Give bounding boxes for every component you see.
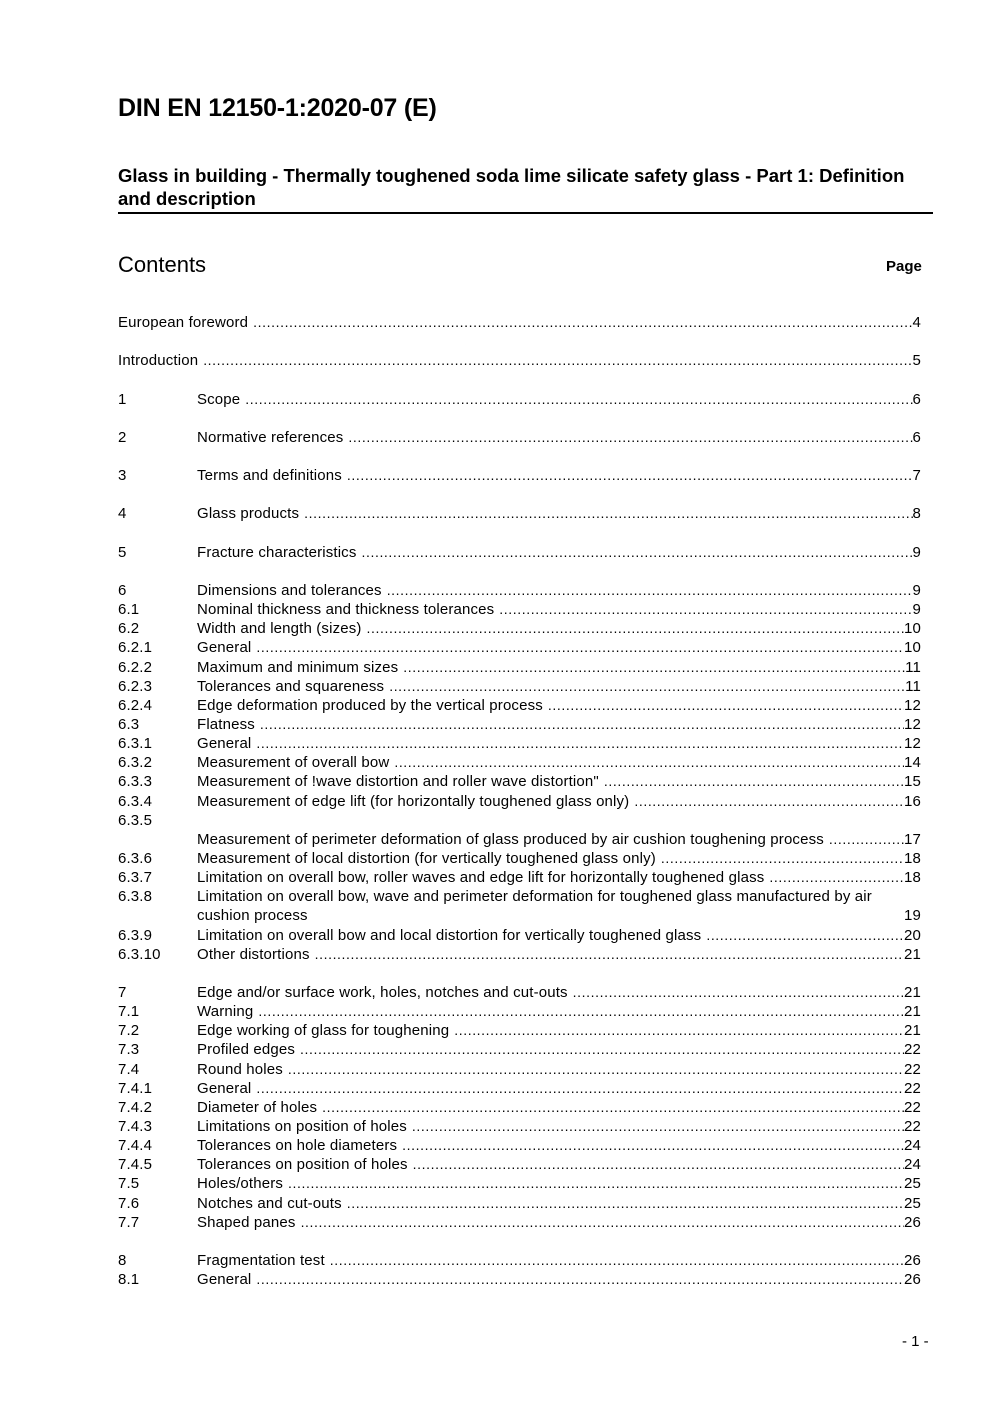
toc-entry-page: 18	[904, 849, 921, 867]
toc-entry[interactable]	[118, 792, 921, 811]
toc-entry-number: 7.6	[118, 1194, 140, 1212]
dot-leader	[301, 1213, 904, 1232]
toc-entry-number: 7.4.3	[118, 1117, 153, 1135]
toc-entry-title: Normative references	[197, 428, 344, 446]
toc-entry-title: Fracture characteristics	[197, 543, 357, 561]
toc-entry-number: 6.3.1	[118, 735, 153, 753]
toc-entry-page: 15	[904, 773, 921, 791]
toc-entry[interactable]	[118, 1098, 921, 1117]
toc-entry[interactable]	[118, 658, 921, 677]
toc-entry-body	[118, 351, 921, 370]
toc-entry-body	[197, 658, 921, 677]
toc-entry-page: 18	[904, 869, 921, 887]
toc-entry[interactable]	[118, 504, 921, 523]
toc-entry-body	[197, 753, 921, 772]
toc-entry-page: 17	[904, 830, 921, 848]
toc-entry-title: General	[197, 735, 252, 753]
toc-entry-page: 6	[912, 390, 921, 408]
dot-leader	[260, 715, 904, 734]
toc-entry[interactable]	[118, 600, 921, 619]
toc-entry-body	[197, 543, 921, 562]
toc-entry-number: 6.3.2	[118, 754, 153, 772]
toc-entry-body	[197, 1021, 921, 1040]
toc-entry-number: 7.4.5	[118, 1156, 153, 1174]
toc-entry-page: 25	[904, 1194, 921, 1212]
toc-entry-number: 6.3.10	[118, 945, 161, 963]
toc-entry-title: Shaped panes	[197, 1213, 296, 1231]
toc-entry-body	[197, 1213, 921, 1232]
toc-entry-page: 19	[904, 907, 921, 925]
toc-entry[interactable]	[118, 753, 921, 772]
toc-entry-title: Tolerances on hole diameters	[197, 1137, 398, 1155]
toc-entry[interactable]	[118, 1040, 921, 1059]
toc-entry-page: 21	[904, 983, 921, 1001]
toc-entry-title: Measurement of local distortion (for vertically toughened glass only)	[197, 849, 656, 867]
toc-entry-number: 6.2.4	[118, 696, 153, 714]
toc-entry-number: 7.4.1	[118, 1079, 153, 1097]
toc-entry-page: 22	[904, 1041, 921, 1059]
toc-entry-body	[197, 1117, 921, 1136]
toc-entry-title: General	[197, 1271, 252, 1289]
toc-entry-page: 10	[904, 639, 921, 657]
toc-entry-number: 7.2	[118, 1022, 140, 1040]
toc-entry-title: General	[197, 639, 252, 657]
toc-entry-body	[197, 600, 921, 619]
toc-entry[interactable]	[118, 1155, 921, 1174]
dot-leader	[347, 466, 913, 485]
toc-entry-body	[197, 466, 921, 485]
toc-entry-number: 6.3.6	[118, 849, 153, 867]
toc-entry-title: Limitation on overall bow, wave and perimeter deformation for toughened glass manufactured by air cushion process	[197, 888, 872, 925]
toc-entry-title: Measurement of overall bow	[197, 754, 390, 772]
dot-leader	[454, 1021, 904, 1040]
toc-entry-title: Profiled edges	[197, 1041, 295, 1059]
dot-leader	[253, 313, 912, 332]
page-column-label: Page	[886, 258, 922, 275]
toc-entry-number: 2	[118, 428, 127, 446]
toc-entry-page: 7	[912, 467, 921, 485]
toc-entry-body	[197, 428, 921, 447]
toc-entry-body	[118, 313, 921, 332]
toc-entry-title: Limitation on overall bow, roller waves and edge lift for horizontally toughened glass	[197, 869, 765, 887]
dot-leader	[300, 1040, 904, 1059]
toc-entry-page: 11	[905, 658, 921, 676]
dot-leader	[389, 677, 905, 696]
toc-entry[interactable]	[118, 811, 921, 849]
document-title: DIN EN 12150-1:2020-07 (E)	[118, 94, 437, 122]
toc-entry-title: Edge working of glass for toughening	[197, 1022, 450, 1040]
toc-entry-title: Introduction	[118, 352, 199, 370]
dot-leader	[322, 1098, 904, 1117]
toc-entry-body	[197, 887, 921, 925]
dot-leader	[387, 581, 913, 600]
toc-entry[interactable]	[118, 1251, 921, 1270]
toc-entry-body	[197, 1136, 921, 1155]
toc-entry-page: 14	[904, 754, 921, 772]
toc-entry-page: 22	[904, 1060, 921, 1078]
toc-entry-body	[197, 1174, 921, 1193]
toc-entry-page: 22	[904, 1079, 921, 1097]
toc-entry[interactable]	[118, 868, 921, 887]
toc-entry-body	[197, 1002, 921, 1021]
toc-entry-title: Limitations on position of holes	[197, 1117, 407, 1135]
toc-entry-title: Edge deformation produced by the vertical process	[197, 696, 543, 714]
dot-leader	[402, 1136, 904, 1155]
dot-leader	[256, 638, 904, 657]
toc-entry-title: Tolerances and squareness	[197, 677, 385, 695]
toc-entry-number: 1	[118, 390, 127, 408]
toc-entry-body	[197, 715, 921, 734]
dot-leader	[499, 600, 912, 619]
toc-entry-page: 11	[905, 677, 921, 695]
toc-entry[interactable]	[118, 1194, 921, 1213]
toc-entry-title: European foreword	[118, 314, 249, 331]
toc-entry-page: 21	[904, 945, 921, 963]
dot-leader	[258, 1002, 904, 1021]
toc-entry-number: 7.4.4	[118, 1137, 153, 1155]
dot-leader	[604, 772, 904, 791]
toc-entry-number: 6.3.9	[118, 926, 153, 944]
toc-entry-number: 6.3	[118, 715, 140, 733]
toc-entry[interactable]	[118, 466, 921, 485]
toc-entry-number: 6.2.2	[118, 658, 153, 676]
toc-entry-body	[197, 1251, 921, 1270]
toc-entry-number: 8	[118, 1251, 127, 1269]
toc-entry[interactable]	[118, 983, 921, 1002]
toc-entry-page: 26	[904, 1213, 921, 1231]
dot-leader	[361, 543, 912, 562]
toc-entry-title: Diameter of holes	[197, 1098, 318, 1116]
dot-leader	[413, 1155, 904, 1174]
toc-entry-number: 6.2.3	[118, 677, 153, 695]
dot-leader	[288, 1060, 904, 1079]
toc-entry-body	[197, 1098, 921, 1117]
toc-entry-body	[197, 638, 921, 657]
dot-leader	[661, 849, 904, 868]
toc-entry-number: 6.2	[118, 620, 140, 638]
toc-entry[interactable]	[118, 1270, 921, 1289]
toc-entry[interactable]	[118, 1002, 921, 1021]
dot-leader	[403, 658, 905, 677]
toc-entry-page: 25	[904, 1175, 921, 1193]
toc-entry-number: 5	[118, 543, 127, 561]
dot-leader	[548, 696, 904, 715]
toc-entry-title: Nominal thickness and thickness tolerances	[197, 601, 495, 619]
toc-entry-page: 6	[912, 428, 921, 446]
dot-leader	[412, 1117, 904, 1136]
toc-entry-page: 12	[904, 715, 921, 733]
toc-entry-number: 6.3.8	[118, 888, 153, 906]
toc-entry-number: 4	[118, 505, 127, 523]
toc-entry[interactable]	[118, 313, 921, 332]
toc-entry-body	[197, 1040, 921, 1059]
toc-entry-page: 21	[904, 1022, 921, 1040]
toc-entry-number: 8.1	[118, 1271, 140, 1289]
toc-entry-title: Measurement of perimeter deformation of glass produced by air cushion toughening process	[197, 830, 824, 848]
toc-entry-page: 22	[904, 1098, 921, 1116]
toc-entry-page: 24	[904, 1156, 921, 1174]
toc-entry-number: 7.4	[118, 1060, 140, 1078]
toc-entry-body	[197, 868, 921, 887]
toc-entry-number: 6.2.1	[118, 639, 153, 657]
toc-entry-number: 6	[118, 581, 127, 599]
toc-entry-title: Glass products	[197, 505, 300, 523]
toc-entry[interactable]	[118, 696, 921, 715]
toc-entry-page: 12	[904, 696, 921, 714]
toc-entry-page: 20	[904, 926, 921, 944]
toc-entry-title: Other distortions	[197, 945, 310, 963]
toc-entry[interactable]	[118, 945, 921, 964]
toc-entry[interactable]	[118, 849, 921, 868]
toc-entry-number: 6.1	[118, 601, 140, 619]
dot-leader	[245, 390, 912, 409]
toc-entry-body	[197, 772, 921, 791]
toc-entry[interactable]	[118, 1079, 921, 1098]
toc-entry-number: 3	[118, 467, 127, 485]
dot-leader	[347, 1194, 904, 1213]
toc-entry-body	[197, 696, 921, 715]
toc-entry-page: 26	[904, 1251, 921, 1269]
toc-entry-title: Round holes	[197, 1060, 283, 1078]
dot-leader	[829, 830, 904, 849]
toc-entry-body	[197, 849, 921, 868]
dot-leader	[256, 1079, 904, 1098]
toc-entry-body	[197, 677, 921, 696]
toc-entry-body	[197, 926, 921, 945]
toc-entry-number: 7.1	[118, 1003, 140, 1021]
toc-entry-number: 6.3.4	[118, 792, 153, 810]
toc-entry-title: Flatness	[197, 715, 255, 733]
toc-entry[interactable]	[118, 677, 921, 696]
toc-entry-title: Warning	[197, 1003, 254, 1021]
table-of-contents	[118, 313, 921, 1289]
toc-entry[interactable]	[118, 1213, 921, 1232]
toc-entry[interactable]	[118, 1021, 921, 1040]
toc-entry[interactable]	[118, 619, 921, 638]
footer-page-number: - 1 -	[902, 1333, 929, 1350]
toc-entry-page: 16	[904, 792, 921, 810]
dot-leader	[288, 1174, 904, 1193]
toc-entry-body	[197, 983, 921, 1002]
document-subtitle: Glass in building - Thermally toughened soda lime silicate safety glass - Part 1: Definition and description	[118, 164, 933, 214]
toc-entry-page: 12	[904, 735, 921, 753]
toc-entry-title: Fragmentation test	[197, 1251, 325, 1269]
dot-leader	[256, 734, 904, 753]
toc-entry-page: 10	[904, 620, 921, 638]
toc-entry-page: 26	[904, 1271, 921, 1289]
contents-heading: Contents	[118, 252, 207, 277]
toc-entry[interactable]	[118, 1117, 921, 1136]
toc-entry-number: 7.5	[118, 1175, 140, 1193]
toc-entry-body	[197, 1155, 921, 1174]
toc-entry-body	[197, 734, 921, 753]
toc-entry-title: Scope	[197, 390, 241, 408]
toc-entry[interactable]	[118, 390, 921, 409]
toc-entry-body	[197, 1060, 921, 1079]
toc-entry[interactable]	[118, 543, 921, 562]
toc-entry-page: 24	[904, 1137, 921, 1155]
toc-entry-title: Terms and definitions	[197, 467, 342, 485]
toc-entry-body	[197, 945, 921, 964]
toc-entry-page: 9	[912, 543, 921, 561]
dot-leader	[367, 619, 904, 638]
dot-leader	[330, 1251, 904, 1270]
toc-entry-title: Maximum and minimum sizes	[197, 658, 399, 676]
dot-leader	[304, 504, 912, 523]
toc-entry-body	[197, 1270, 921, 1289]
toc-entry-title: Measurement of edge lift (for horizontally toughened glass only)	[197, 792, 630, 810]
toc-entry[interactable]	[118, 351, 921, 370]
toc-entry-page: 21	[904, 1003, 921, 1021]
toc-entry-body	[197, 581, 921, 600]
toc-entry-number: 7	[118, 983, 127, 1001]
toc-entry[interactable]	[118, 428, 921, 447]
toc-entry-page: 5	[912, 352, 921, 370]
toc-entry-body	[197, 811, 921, 849]
toc-entry-page: 4	[912, 314, 921, 331]
dot-leader	[256, 1270, 904, 1289]
toc-entry-number: 6.3.7	[118, 869, 153, 887]
toc-entry-body	[197, 1079, 921, 1098]
toc-entry-title: Tolerances on position of holes	[197, 1156, 408, 1174]
toc-entry-title: Measurement of !wave distortion and roller wave distortion"	[197, 773, 599, 791]
dot-leader	[203, 351, 912, 370]
dot-leader	[573, 983, 904, 1002]
toc-entry-title: Edge and/or surface work, holes, notches and cut-outs	[197, 983, 568, 1001]
toc-entry-title: Width and length (sizes)	[197, 620, 362, 638]
toc-entry-page: 9	[912, 581, 921, 599]
toc-entry-body	[197, 619, 921, 638]
dot-leader	[706, 926, 904, 945]
toc-entry-body	[197, 1194, 921, 1213]
toc-entry[interactable]	[118, 887, 921, 925]
toc-entry-title: Limitation on overall bow and local distortion for vertically toughened glass	[197, 926, 702, 944]
toc-entry-title: General	[197, 1079, 252, 1097]
toc-entry-number: 7.3	[118, 1041, 140, 1059]
toc-entry[interactable]	[118, 772, 921, 791]
toc-entry-body	[197, 390, 921, 409]
dot-leader	[769, 868, 904, 887]
dot-leader	[315, 945, 904, 964]
toc-entry-body	[197, 792, 921, 811]
toc-entry[interactable]	[118, 1136, 921, 1155]
toc-entry-number: 7.4.2	[118, 1098, 153, 1116]
dot-leader	[348, 428, 912, 447]
toc-entry[interactable]	[118, 926, 921, 945]
toc-entry-title: Dimensions and tolerances	[197, 581, 382, 599]
toc-entry-page: 8	[912, 505, 921, 523]
toc-entry-title: Holes/others	[197, 1175, 284, 1193]
toc-entry-title: Notches and cut-outs	[197, 1194, 342, 1212]
dot-leader	[394, 753, 904, 772]
toc-entry-number: 6.3.3	[118, 773, 153, 791]
toc-entry[interactable]	[118, 1174, 921, 1193]
toc-entry-number: 6.3.5	[118, 811, 153, 829]
toc-entry[interactable]	[118, 638, 921, 657]
toc-entry-page: 22	[904, 1117, 921, 1135]
toc-entry[interactable]	[118, 734, 921, 753]
toc-entry[interactable]	[118, 581, 921, 600]
toc-entry[interactable]	[118, 1060, 921, 1079]
toc-entry-page: 9	[912, 601, 921, 619]
toc-entry[interactable]	[118, 715, 921, 734]
dot-leader	[634, 792, 904, 811]
toc-entry-body	[197, 504, 921, 523]
toc-entry-number: 7.7	[118, 1213, 140, 1231]
